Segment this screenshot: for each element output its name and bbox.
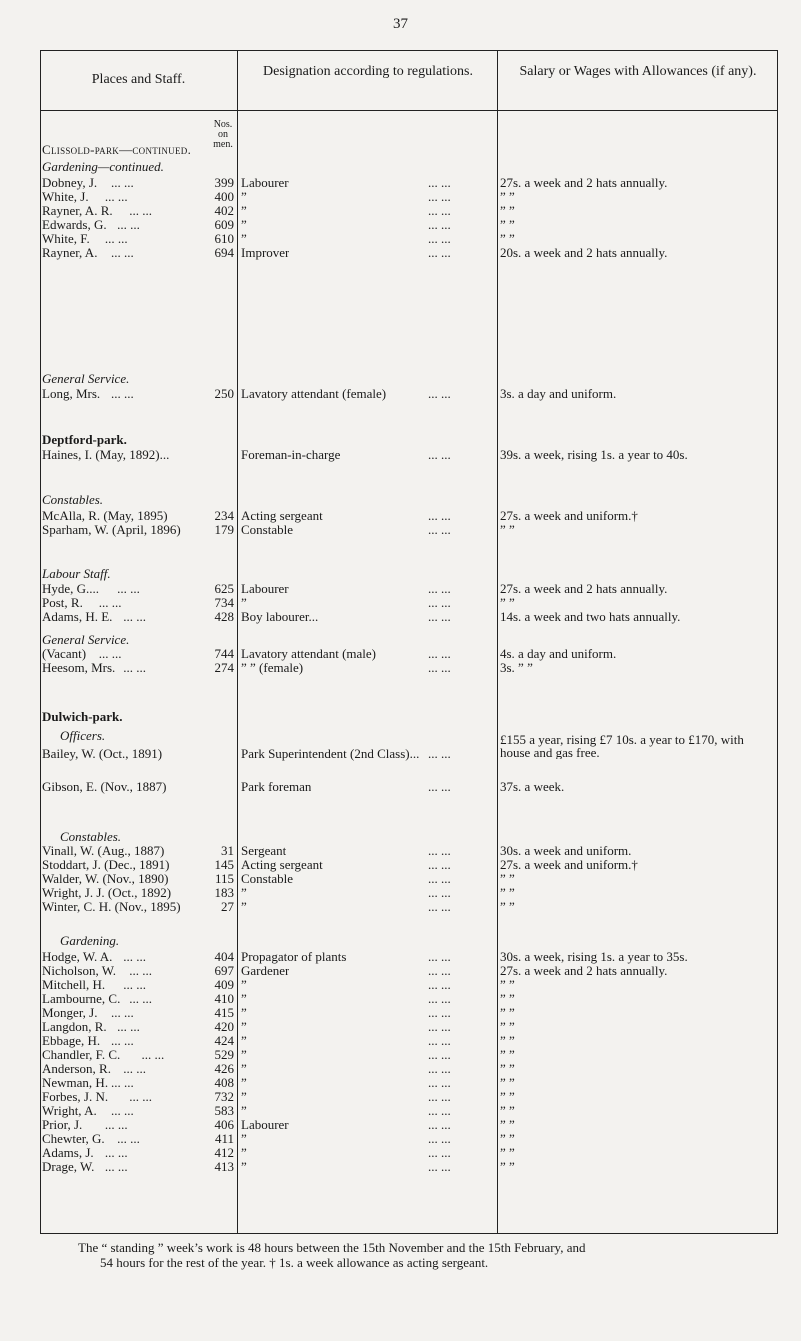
- dot-leader: ... ...: [129, 991, 153, 1006]
- dot-leader: ... ...: [428, 1033, 451, 1048]
- staff-number: 732: [214, 1090, 234, 1104]
- dot-leader: ... ...: [123, 609, 146, 624]
- dot-leader: ... ...: [428, 660, 451, 675]
- dot-leader: ... ...: [129, 203, 153, 218]
- salary: 37s. a week.: [500, 780, 565, 794]
- designation: Propagator of plants: [241, 950, 347, 964]
- designation: ”: [241, 232, 247, 246]
- staff-number: 406: [214, 1118, 234, 1132]
- dot-leader: ... ...: [98, 595, 122, 610]
- staff-name: Prior, J.: [42, 1118, 83, 1132]
- salary: ” ”: [500, 1034, 515, 1048]
- salary: ” ”: [500, 523, 515, 537]
- designation: ”: [241, 1132, 247, 1146]
- staff-table: [40, 50, 778, 1234]
- salary: ” ”: [500, 1104, 515, 1118]
- dot-leader: ... ...: [428, 175, 451, 190]
- designation: ”: [241, 1090, 247, 1104]
- designation: Acting sergeant: [241, 509, 323, 523]
- dot-leader: ... ...: [428, 963, 451, 978]
- dot-leader: ... ...: [123, 977, 146, 992]
- table-top-rule: [40, 50, 778, 51]
- dot-leader: ... ...: [428, 779, 451, 794]
- staff-name: Anderson, R.: [42, 1062, 111, 1076]
- staff-name: Walder, W. (Nov., 1890): [42, 872, 169, 886]
- designation: ”: [241, 1160, 247, 1174]
- dot-leader: ... ...: [428, 1075, 451, 1090]
- dot-leader: ... ...: [104, 1117, 128, 1132]
- dot-leader: ... ...: [428, 386, 451, 401]
- dot-leader: ... ...: [111, 175, 134, 190]
- staff-name: Edwards, G.: [42, 218, 107, 232]
- staff-name: Lambourne, C.: [42, 992, 121, 1006]
- designation: ”: [241, 1062, 247, 1076]
- staff-name: Langdon, R.: [42, 1020, 107, 1034]
- dot-leader: ... ...: [111, 1103, 134, 1118]
- designation: Labourer: [241, 176, 289, 190]
- salary: ” ”: [500, 978, 515, 992]
- salary: ” ”: [500, 1132, 515, 1146]
- staff-number: 410: [214, 992, 234, 1006]
- staff-number: 529: [214, 1048, 234, 1062]
- staff-name: Sparham, W. (April, 1896): [42, 523, 181, 537]
- dot-leader: ... ...: [428, 843, 451, 858]
- dot-leader: ... ...: [428, 1047, 451, 1062]
- staff-number: 413: [214, 1160, 234, 1174]
- staff-name: Hyde, G....: [42, 582, 100, 596]
- dot-leader: ... ...: [428, 203, 451, 218]
- section-general-2: General Service.: [42, 633, 130, 647]
- designation: Gardener: [241, 964, 290, 978]
- staff-name: Vinall, W. (Aug., 1887): [42, 844, 165, 858]
- staff-number: 115: [214, 872, 234, 886]
- salary: ” ”: [500, 190, 515, 204]
- header-places: Places and Staff.: [91, 72, 186, 87]
- dot-leader: ... ...: [104, 1159, 128, 1174]
- dot-leader: ... ...: [117, 581, 140, 596]
- staff-name: Adams, J.: [42, 1146, 94, 1160]
- dot-leader: ... ...: [428, 1019, 451, 1034]
- staff-number: 409: [214, 978, 234, 992]
- salary: ” ”: [500, 1076, 515, 1090]
- table-bottom-rule: [40, 1233, 778, 1234]
- dot-leader: ... ...: [428, 885, 451, 900]
- designation: ”: [241, 1006, 247, 1020]
- designation: Labourer: [241, 1118, 289, 1132]
- staff-number: 404: [214, 950, 234, 964]
- nos-label: Nos. on men.: [213, 119, 233, 150]
- dot-leader: ... ...: [428, 899, 451, 914]
- staff-name: Stoddart, J. (Dec., 1891): [42, 858, 170, 872]
- designation: ”: [241, 218, 247, 232]
- designation: Lavatory attendant (female): [241, 387, 387, 401]
- designation: Park foreman: [241, 780, 312, 794]
- salary: ” ”: [500, 1160, 515, 1174]
- designation: Labourer: [241, 582, 289, 596]
- dot-leader: ... ...: [117, 1019, 140, 1034]
- dot-leader: ... ...: [428, 189, 451, 204]
- staff-name: Gibson, E. (Nov., 1887): [42, 780, 167, 794]
- staff-name: McAlla, R. (May, 1895): [42, 509, 168, 523]
- col-divider-2: [497, 50, 498, 1234]
- designation: Acting sergeant: [241, 858, 323, 872]
- salary: 30s. a week, rising 1s. a year to 35s.: [500, 950, 688, 964]
- dot-leader: ... ...: [428, 231, 451, 246]
- dot-leader: ... ...: [111, 1005, 134, 1020]
- designation: ”: [241, 992, 247, 1006]
- footnote: [78, 1240, 768, 1270]
- dot-leader: ... ...: [428, 857, 451, 872]
- staff-number: 179: [214, 523, 234, 537]
- section-constables-1: Constables.: [42, 493, 104, 507]
- dot-leader: ... ...: [428, 447, 451, 462]
- staff-number: 400: [214, 190, 234, 204]
- staff-number: 408: [214, 1076, 234, 1090]
- designation: ”: [241, 1146, 247, 1160]
- staff-name: Post, R.: [42, 596, 83, 610]
- designation: ” ” (female): [241, 661, 304, 675]
- staff-number: 694: [214, 246, 234, 260]
- staff-number: 424: [214, 1034, 234, 1048]
- staff-name: Newman, H.: [42, 1076, 109, 1090]
- staff-number: 426: [214, 1062, 234, 1076]
- staff-name: (Vacant): [42, 647, 87, 661]
- staff-number: 274: [214, 661, 234, 675]
- salary: 39s. a week, rising 1s. a year to 40s.: [500, 448, 688, 462]
- salary: 14s. a week and two hats annually.: [500, 610, 681, 624]
- staff-name: Hodge, W. A.: [42, 950, 113, 964]
- staff-name: Chandler, F. C.: [42, 1048, 121, 1062]
- header-rule: [40, 110, 778, 111]
- staff-number: 411: [214, 1132, 234, 1146]
- staff-name: Drage, W.: [42, 1160, 95, 1174]
- staff-name: Monger, J.: [42, 1006, 98, 1020]
- designation: ”: [241, 1104, 247, 1118]
- salary-bailey: £155 a year, rising £7 10s. a year to £170, with house and gas free.: [500, 733, 744, 759]
- dot-leader: ... ...: [117, 217, 140, 232]
- staff-number: 250: [214, 387, 234, 401]
- staff-number: 420: [214, 1020, 234, 1034]
- salary: 4s. a day and uniform.: [500, 647, 617, 661]
- dot-leader: ... ...: [123, 1061, 146, 1076]
- staff-number: 415: [214, 1006, 234, 1020]
- staff-number: 428: [214, 610, 234, 624]
- staff-name: Dobney, J.: [42, 176, 98, 190]
- page-number: 37: [393, 16, 408, 32]
- staff-number: 609: [214, 218, 234, 232]
- staff-name: Nicholson, W.: [42, 964, 117, 978]
- section-officers: Officers.: [60, 729, 106, 743]
- dot-leader: ... ...: [428, 1089, 451, 1104]
- designation: Foreman-in-charge: [241, 448, 341, 462]
- salary: ” ”: [500, 1090, 515, 1104]
- staff-number: 412: [214, 1146, 234, 1160]
- dot-leader: ... ...: [141, 1047, 165, 1062]
- salary: 27s. a week and uniform.†: [500, 509, 638, 523]
- dot-leader: ... ...: [428, 1061, 451, 1076]
- dot-leader: ... ...: [428, 1103, 451, 1118]
- dot-leader: ... ...: [428, 1005, 451, 1020]
- salary: ” ”: [500, 1146, 515, 1160]
- salary: ” ”: [500, 1006, 515, 1020]
- salary: ” ”: [500, 872, 515, 886]
- dot-leader: ... ...: [129, 963, 153, 978]
- dot-leader: ... ...: [104, 1145, 128, 1160]
- designation: ”: [241, 596, 247, 610]
- dot-leader: ... ...: [123, 949, 146, 964]
- designation: Sergeant: [241, 844, 287, 858]
- section-gardening: Gardening.: [60, 934, 120, 948]
- staff-name: Long, Mrs.: [42, 387, 101, 401]
- dot-leader: ... ...: [104, 231, 128, 246]
- salary: ” ”: [500, 1118, 515, 1132]
- footnote-line-2: 54 hours for the rest of the year. † 1s. a week allowance as acting sergeant.: [100, 1255, 489, 1270]
- staff-number: 399: [214, 176, 234, 190]
- salary: ” ”: [500, 1062, 515, 1076]
- dot-leader: ... ...: [428, 991, 451, 1006]
- staff-number: 734: [214, 596, 234, 610]
- designation: Park Superintendent (2nd Class)...: [241, 747, 420, 761]
- designation: Improver: [241, 246, 290, 260]
- salary: ” ”: [500, 1048, 515, 1062]
- section-gardening-cont: Gardening—continued.: [42, 160, 164, 174]
- salary: ” ”: [500, 218, 515, 232]
- staff-number: 31: [221, 844, 234, 858]
- dot-leader: ... ...: [428, 508, 451, 523]
- dot-leader: ... ...: [428, 1117, 451, 1132]
- staff-name: Haines, I. (May, 1892)...: [42, 448, 170, 462]
- salary: 27s. a week and 2 hats annually.: [500, 964, 668, 978]
- designation: ”: [241, 978, 247, 992]
- dot-leader: ... ...: [111, 1033, 134, 1048]
- staff-number: 583: [214, 1104, 234, 1118]
- staff-number: 697: [214, 964, 234, 978]
- staff-number: 610: [214, 232, 234, 246]
- salary: ” ”: [500, 1020, 515, 1034]
- salary: ” ”: [500, 204, 515, 218]
- dot-leader: ... ...: [428, 217, 451, 232]
- designation: ”: [241, 1034, 247, 1048]
- salary: ” ”: [500, 900, 515, 914]
- section-clissold: Clissold-park—continued.: [42, 143, 192, 157]
- designation: ”: [241, 1048, 247, 1062]
- dot-leader: ... ...: [428, 1131, 451, 1146]
- staff-name: Adams, H. E.: [42, 610, 113, 624]
- salary: 27s. a week and 2 hats annually.: [500, 582, 668, 596]
- dot-leader: ... ...: [428, 581, 451, 596]
- salary: 3s. a day and uniform.: [500, 387, 617, 401]
- staff-number: 744: [214, 647, 234, 661]
- staff-number: 402: [214, 204, 234, 218]
- salary: 27s. a week and 2 hats annually.: [500, 176, 668, 190]
- designation: ”: [241, 886, 247, 900]
- dot-leader: ... ...: [428, 1145, 451, 1160]
- salary: 27s. a week and uniform.†: [500, 858, 638, 872]
- salary: 20s. a week and 2 hats annually.: [500, 246, 668, 260]
- staff-name: Mitchell, H.: [42, 978, 106, 992]
- staff-name: Bailey, W. (Oct., 1891): [42, 747, 163, 761]
- salary: ” ”: [500, 596, 515, 610]
- col-divider-1: [237, 50, 238, 1234]
- designation: ”: [241, 1076, 247, 1090]
- dot-leader: ... ...: [117, 1131, 140, 1146]
- section-general-1: General Service.: [42, 372, 130, 386]
- staff-number: 625: [214, 582, 234, 596]
- footnote-line-1: The “ standing ” week’s work is 48 hours between the 15th November and the 15th February, and: [78, 1240, 586, 1255]
- staff-name: Wright, J. J. (Oct., 1892): [42, 886, 172, 900]
- section-deptford: Deptford-park.: [42, 433, 127, 447]
- staff-name: White, F.: [42, 232, 90, 246]
- dot-leader: ... ...: [428, 746, 451, 761]
- salary: ” ”: [500, 992, 515, 1006]
- left-rule: [40, 50, 41, 1234]
- staff-name: Rayner, A.: [42, 246, 98, 260]
- dot-leader: ... ...: [428, 646, 451, 661]
- salary: 30s. a week and uniform.: [500, 844, 632, 858]
- dot-leader: ... ...: [123, 660, 146, 675]
- dot-leader: ... ...: [428, 949, 451, 964]
- staff-number: 145: [214, 858, 234, 872]
- salary: 3s. ” ”: [500, 661, 533, 675]
- designation: ”: [241, 190, 247, 204]
- section-labour: Labour Staff.: [42, 567, 111, 581]
- dot-leader: ... ...: [98, 646, 122, 661]
- staff-name: Ebbage, H.: [42, 1034, 101, 1048]
- dot-leader: ... ...: [428, 522, 451, 537]
- dot-leader: ... ...: [111, 1075, 134, 1090]
- designation: Boy labourer...: [241, 610, 319, 624]
- dot-leader: ... ...: [428, 245, 451, 260]
- staff-name: White, J.: [42, 190, 89, 204]
- staff-name: Wright, A.: [42, 1104, 97, 1118]
- header-salary: Salary or Wages with Allowances (if any).: [519, 64, 757, 79]
- dot-leader: ... ...: [428, 609, 451, 624]
- staff-number: 27: [221, 900, 234, 914]
- staff-number: 183: [214, 886, 234, 900]
- dot-leader: ... ...: [428, 977, 451, 992]
- designation: Lavatory attendant (male): [241, 647, 376, 661]
- salary: ” ”: [500, 886, 515, 900]
- dot-leader: ... ...: [428, 1159, 451, 1174]
- staff-name: Rayner, A. R.: [42, 204, 113, 218]
- designation: Constable: [241, 872, 293, 886]
- salary: ” ”: [500, 232, 515, 246]
- dot-leader: ... ...: [428, 871, 451, 886]
- staff-name: Winter, C. H. (Nov., 1895): [42, 900, 181, 914]
- header-designation: Designation according to regulations.: [263, 64, 473, 79]
- dot-leader: ... ...: [104, 189, 128, 204]
- staff-name: Forbes, J. N.: [42, 1090, 109, 1104]
- dot-leader: ... ...: [111, 245, 134, 260]
- designation: ”: [241, 204, 247, 218]
- section-dulwich: Dulwich-park.: [42, 710, 123, 724]
- designation: Constable: [241, 523, 293, 537]
- designation: ”: [241, 1020, 247, 1034]
- staff-name: Heesom, Mrs.: [42, 661, 116, 675]
- dot-leader: ... ...: [129, 1089, 153, 1104]
- right-rule: [777, 50, 778, 1234]
- dot-leader: ... ...: [428, 595, 451, 610]
- designation: ”: [241, 900, 247, 914]
- dot-leader: ... ...: [111, 386, 134, 401]
- staff-name: Chewter, G.: [42, 1132, 105, 1146]
- section-constables-2: Constables.: [60, 830, 122, 844]
- staff-number: 234: [214, 509, 234, 523]
